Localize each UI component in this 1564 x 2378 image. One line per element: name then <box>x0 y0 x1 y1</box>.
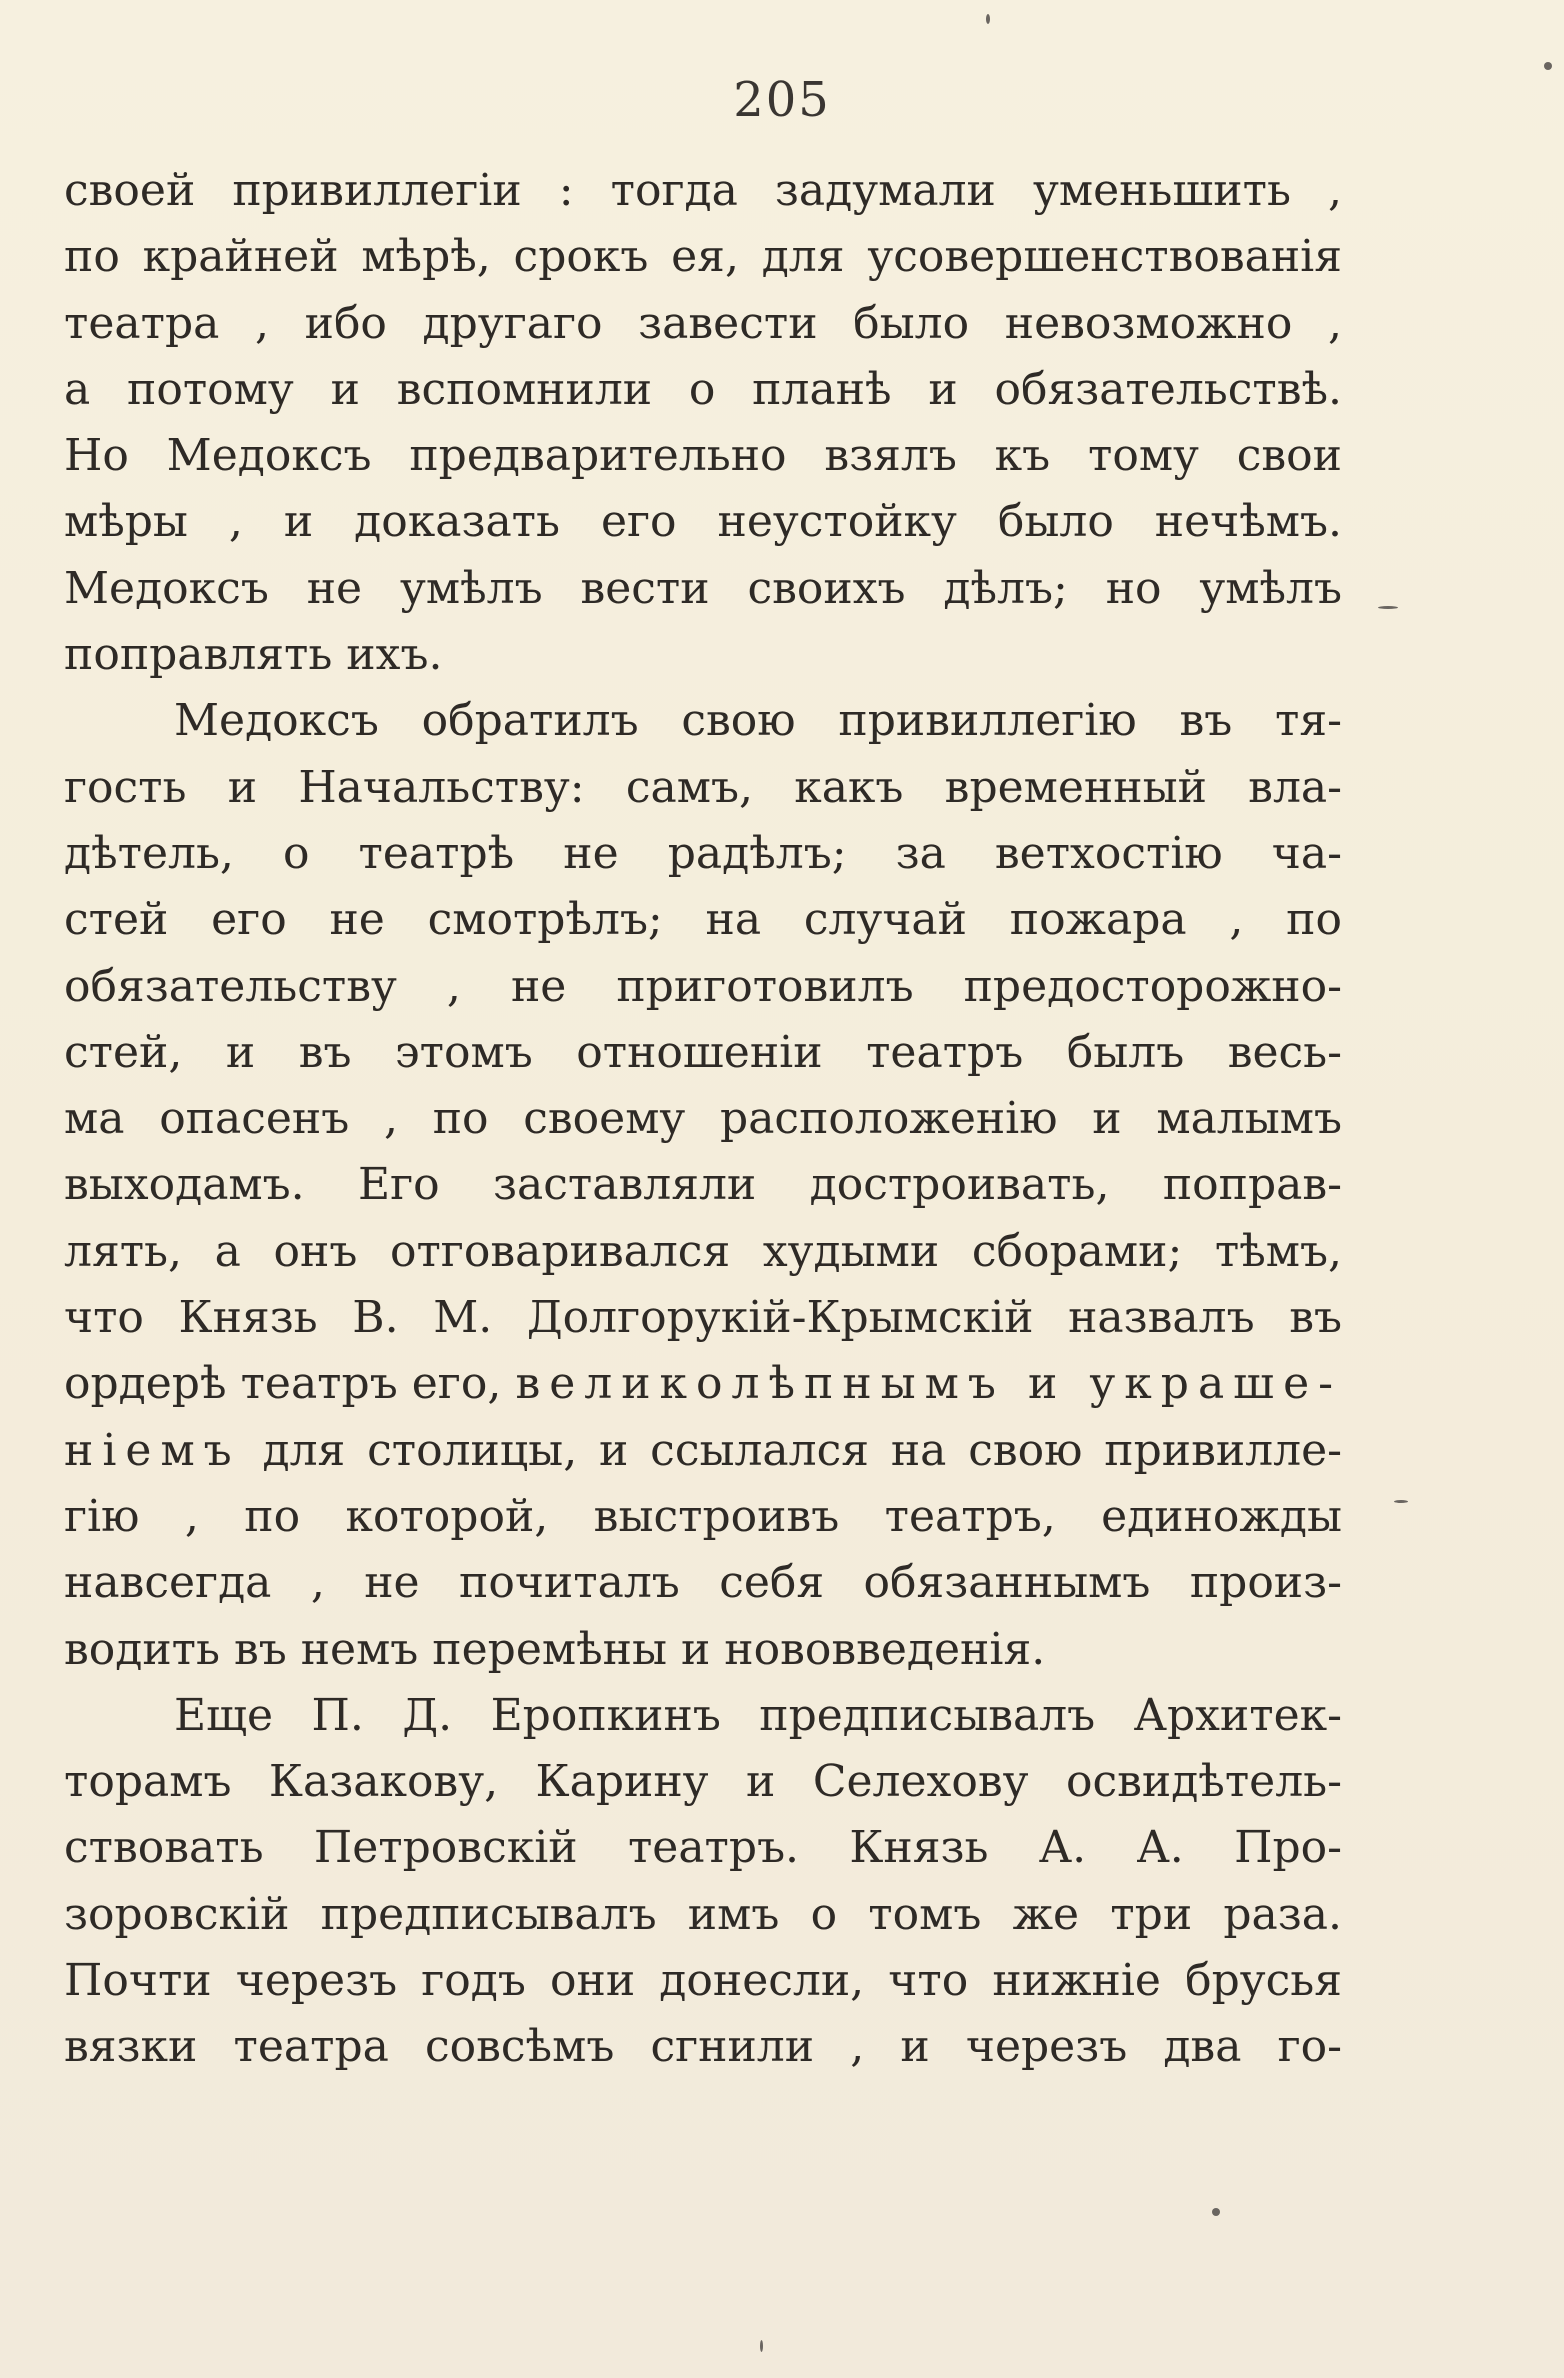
text-line: ма опасенъ , по своему расположенію и малымъ <box>64 1093 1342 1145</box>
text-line: Медоксъ обратилъ свою привиллегію въ тя- <box>174 695 1342 747</box>
spaced-emphasis: великолѣпнымъ и украше- <box>515 1358 1342 1410</box>
text-line-spaced <box>64 1418 1342 1484</box>
paper-speck <box>1212 2208 1220 2216</box>
text-line: выходамъ. Его заставляли достроивать, поправ- <box>64 1159 1342 1211</box>
text-line: торамъ Казакову, Карину и Селехову освидѣтель- <box>64 1756 1342 1808</box>
paper-speck <box>1394 1500 1408 1503</box>
text-line: зоровскій предписывалъ имъ о томъ же три раза. <box>64 1888 1342 1940</box>
text-span: для столицы, и ссылался на свою привилле- <box>262 1424 1342 1476</box>
text-line: своей привиллегіи : тогда задумали уменьшить , <box>64 165 1342 216</box>
text-line: мѣры , и доказать его неустойку было нечѣмъ. <box>64 496 1342 548</box>
text-line: что Князь В. М. Долгорукій-Крымскій назвалъ въ <box>64 1292 1342 1344</box>
text-line: гію , по которой, выстроивъ театръ, единожды <box>64 1490 1342 1542</box>
text-line: водить въ немъ перемѣны и нововведенія. <box>64 1623 1046 1675</box>
text-line: навсегда , не почиталъ себя обязаннымъ произ- <box>64 1557 1342 1609</box>
text-line: стей, и въ этомъ отношеніи театръ былъ весь- <box>64 1026 1342 1078</box>
spaced-emphasis: ніемъ <box>64 1424 241 1476</box>
text-line: а потому и вспомнили о планѣ и обязательствѣ. <box>64 363 1342 415</box>
text-span: ордерѣ театръ его, <box>64 1358 502 1410</box>
text-line: театра , ибо другаго завести было невозможно , <box>64 297 1342 349</box>
body-text <box>64 158 1342 2081</box>
text-line: Но Медоксъ предварительно взялъ къ тому свои <box>64 430 1342 482</box>
text-line: поправлять ихъ. <box>64 629 443 681</box>
text-line: гость и Начальству: самъ, какъ временный вла- <box>64 761 1342 813</box>
text-line: стей его не смотрѣлъ; на случай пожара , по <box>64 894 1342 946</box>
text-line: Еще П. Д. Еропкинъ предписывалъ Архитек- <box>174 1689 1342 1741</box>
text-line: Медоксъ не умѣлъ вести своихъ дѣлъ; но умѣлъ <box>64 562 1342 614</box>
text-line: Почти черезъ годъ они донесли, что нижніе брусья <box>64 1955 1342 2007</box>
paper-speck <box>1378 606 1398 609</box>
text-line: обязательству , не приготовилъ предосторожно- <box>64 960 1342 1012</box>
paper-speck <box>1544 62 1552 70</box>
text-line: по крайней мѣрѣ, срокъ ея, для усовершенствованія <box>64 231 1342 283</box>
paper-speck <box>986 14 990 24</box>
text-line-spaced <box>64 1351 1342 1417</box>
page-number: 205 <box>733 72 831 128</box>
text-line: лять, а онъ отговаривался худыми сборами; тѣмъ, <box>64 1225 1342 1277</box>
text-line: ствовать Петровскій театръ. Князь А. А. Про- <box>64 1822 1342 1874</box>
paper-speck <box>760 2340 763 2352</box>
text-line: вязки театра совсѣмъ сгнили , и черезъ два го- <box>64 2021 1342 2073</box>
text-line: дѣтель, о театрѣ не радѣлъ; за ветхостію ча- <box>64 827 1342 879</box>
